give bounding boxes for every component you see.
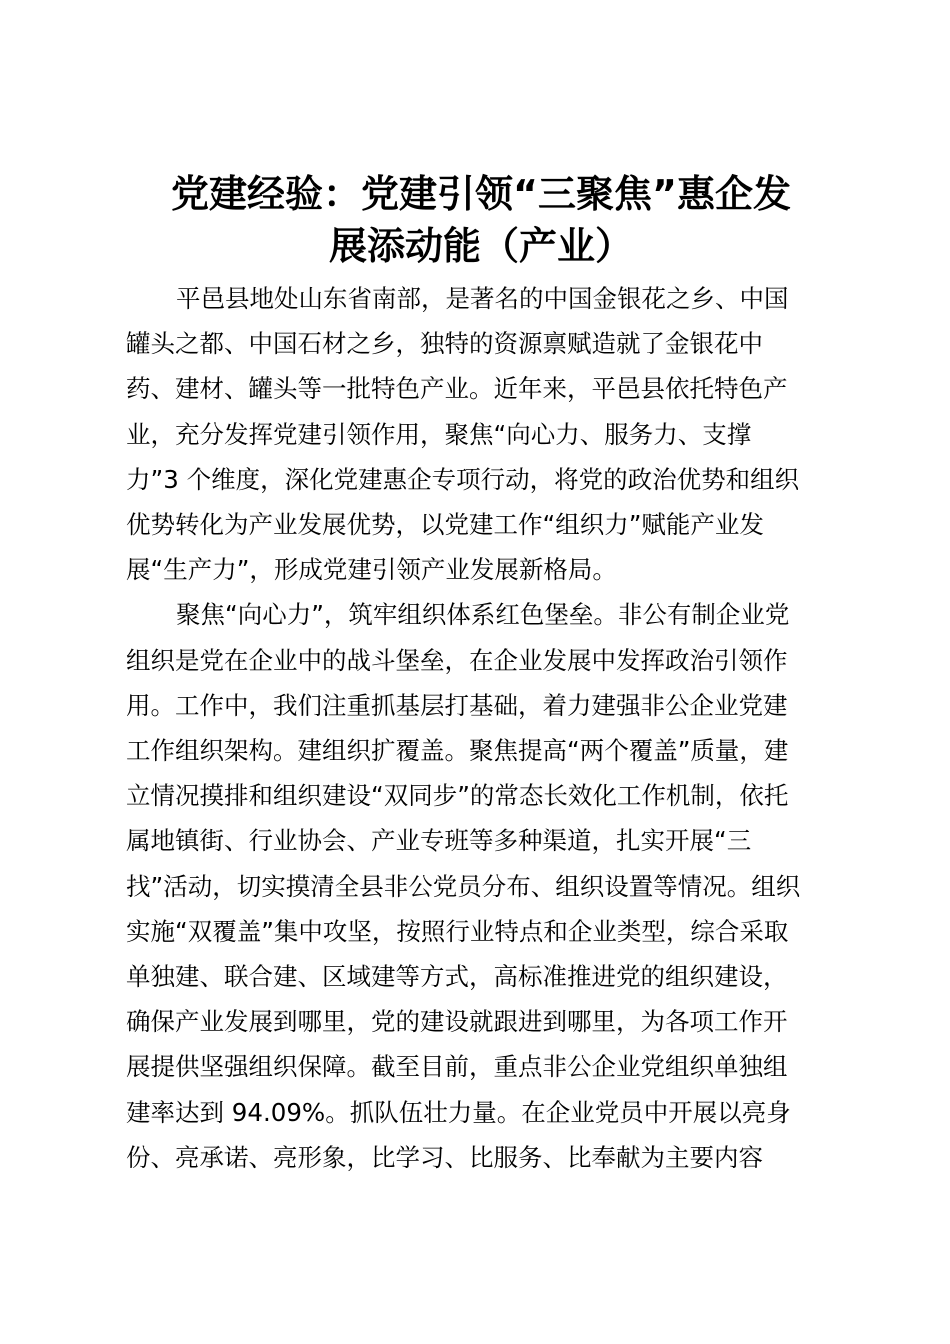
- text-line: 平邑县地处山东省南部，是著名的中国金银花之乡、中国: [176, 284, 789, 313]
- text-line: 聚焦“向心力”，筑牢组织体系红色堡垒。非公有制企业党: [176, 600, 790, 630]
- text-line: 用。工作中，我们注重抓基层打基础，着力建强非公企业党建: [126, 690, 788, 720]
- text-line: 找”活动，切实摸清全县非公党员分布、组织设置等情况。组织: [126, 871, 801, 901]
- text-line: 业，充分发挥党建引领作用，聚焦“向心力、服务力、支撑: [126, 419, 752, 449]
- text-line: 优势转化为产业发展优势，以党建工作“组织力”赋能产业发: [126, 510, 764, 540]
- document-title: [126, 168, 836, 272]
- title-line-1: 党建经验：党建引领“三聚焦”惠企发: [171, 172, 791, 216]
- title-line-2: 展添动能（产业）: [328, 224, 633, 268]
- paragraph-intro: [126, 276, 836, 592]
- text-line: 工作组织架构。建组织扩覆盖。聚焦提高“两个覆盖”质量，建: [126, 736, 789, 766]
- text-line: 建率达到 94.09%。抓队伍壮力量。在企业党员中开展以亮身: [126, 1097, 791, 1127]
- text-line: 展“生产力”，形成党建引领产业发展新格局。: [126, 555, 617, 585]
- text-line: 展提供坚强组织保障。截至目前，重点非公企业党组织单独组: [126, 1052, 788, 1082]
- document-body: [126, 276, 836, 1180]
- text-line: 立情况摸排和组织建设“双同步”的常态长效化工作机制，依托: [126, 781, 789, 811]
- text-line: 属地镇街、行业协会、产业专班等多种渠道，扎实开展“三: [126, 826, 752, 856]
- text-line: 药、建材、罐头等一批特色产业。近年来，平邑县依托特色产: [126, 374, 788, 404]
- text-line: 罐头之都、中国石材之乡，独特的资源禀赋造就了金银花中: [126, 329, 763, 359]
- paragraph-cohesion: [126, 592, 836, 1180]
- text-line: 组织是党在企业中的战斗堡垒，在企业发展中发挥政治引领作: [126, 645, 788, 675]
- text-line: 力”3 个维度，深化党建惠企专项行动，将党的政治优势和组织: [126, 464, 800, 494]
- text-line: 单独建、联合建、区域建等方式，高标准推进党的组织建设，: [126, 962, 788, 992]
- text-line: 确保产业发展到哪里，党的建设就跟进到哪里，为各项工作开: [126, 1007, 788, 1037]
- text-line: 份、亮承诺、亮形象，比学习、比服务、比奉献为主要内容: [126, 1142, 763, 1172]
- text-line: 实施“双覆盖”集中攻坚，按照行业特点和企业类型，综合采取: [126, 916, 789, 946]
